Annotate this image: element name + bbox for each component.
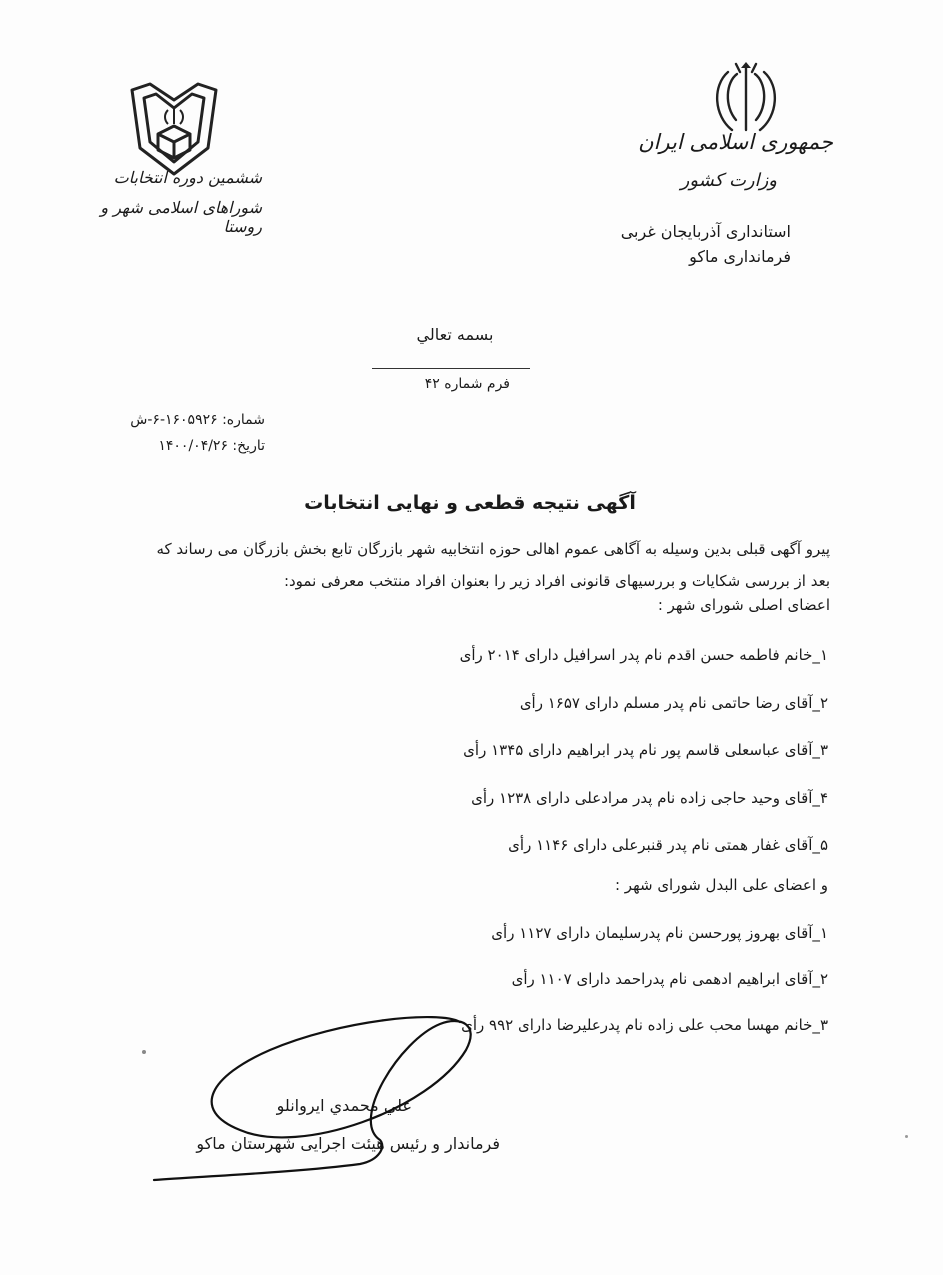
intro-line-1: پیرو آگهی قبلی بدین وسیله به آگاهی عموم اهالی حوزه انتخابیه شهر بازرگان تابع بخش بازرگان می رساند که [156, 540, 830, 558]
election-logo-icon [122, 78, 226, 182]
main-member-item: ۲_آقای رضا حاتمی نام پدر مسلم دارای ۱۶۵۷ رأی [519, 694, 828, 712]
bismillah-heading: بسمه تعالي [416, 325, 494, 344]
reference-date: تاریخ: ۱۴۰۰/۰۴/۲۶ [158, 438, 265, 454]
form-number-divider [372, 368, 530, 369]
scan-speck [905, 1135, 908, 1138]
main-members-label: اعضای اصلی شورای شهر : [657, 596, 830, 614]
intro-line-2: بعد از بررسی شکایات و بررسیهای قانونی افراد زیر را بعنوان افراد منتخب معرفی نمود: [283, 572, 830, 590]
handwritten-signature [140, 1010, 490, 1190]
alternate-member-item: ۳_خانم مهسا محب علی زاده نام پدرعلیرضا دارای ۹۹۲ رأی [461, 1016, 828, 1034]
governorate-office: فرمانداری ماکو [689, 247, 791, 266]
republic-heading: جمهوری اسلامی ایران [638, 130, 833, 154]
signatory-name: علي محمدي ايروانلو [276, 1096, 412, 1115]
election-logo-line1: ششمین دوره انتخابات [113, 168, 262, 187]
province-office: استانداری آذربایجان غربی [620, 222, 791, 241]
reference-number: شماره: ۱۶۰۵۹۲۶-۶-ش [130, 412, 265, 428]
alternate-member-item: ۲_آقای ابراهیم ادهمی نام پدراحمد دارای ۱۱۰۷ رأی [511, 970, 828, 988]
election-logo-line2: شوراهای اسلامی شهر و روستا [100, 198, 262, 236]
scan-speck [142, 1050, 146, 1054]
document-title: آگهی نتیجه قطعی و نهایی انتخابات [304, 492, 636, 514]
main-member-item: ۵_آقای غفار همتی نام پدر قنبرعلی دارای ۱۱۴۶ رأی [508, 836, 828, 854]
form-number: فرم شماره ۴۲ [424, 376, 510, 392]
alternate-members-label: و اعضای علی البدل شورای شهر : [614, 876, 828, 894]
alternate-member-item: ۱_آقای بهروز پورحسن نام پدرسلیمان دارای ۱۱۲۷ رأی [491, 924, 828, 942]
main-member-item: ۱_خانم فاطمه حسن اقدم نام پدر اسرافیل دارای ۲۰۱۴ رأی [459, 646, 828, 664]
main-member-item: ۳_آقای عباسعلی قاسم پور نام پدر ابراهیم دارای ۱۳۴۵ رأی [463, 741, 828, 759]
main-member-item: ۴_آقای وحید حاجی زاده نام پدر مرادعلی دارای ۱۲۳۸ رأی [471, 789, 828, 807]
ministry-heading: وزارت کشور [680, 170, 777, 191]
signatory-title: فرماندار و رئیس هیئت اجرایی شهرستان ماکو [196, 1134, 500, 1153]
